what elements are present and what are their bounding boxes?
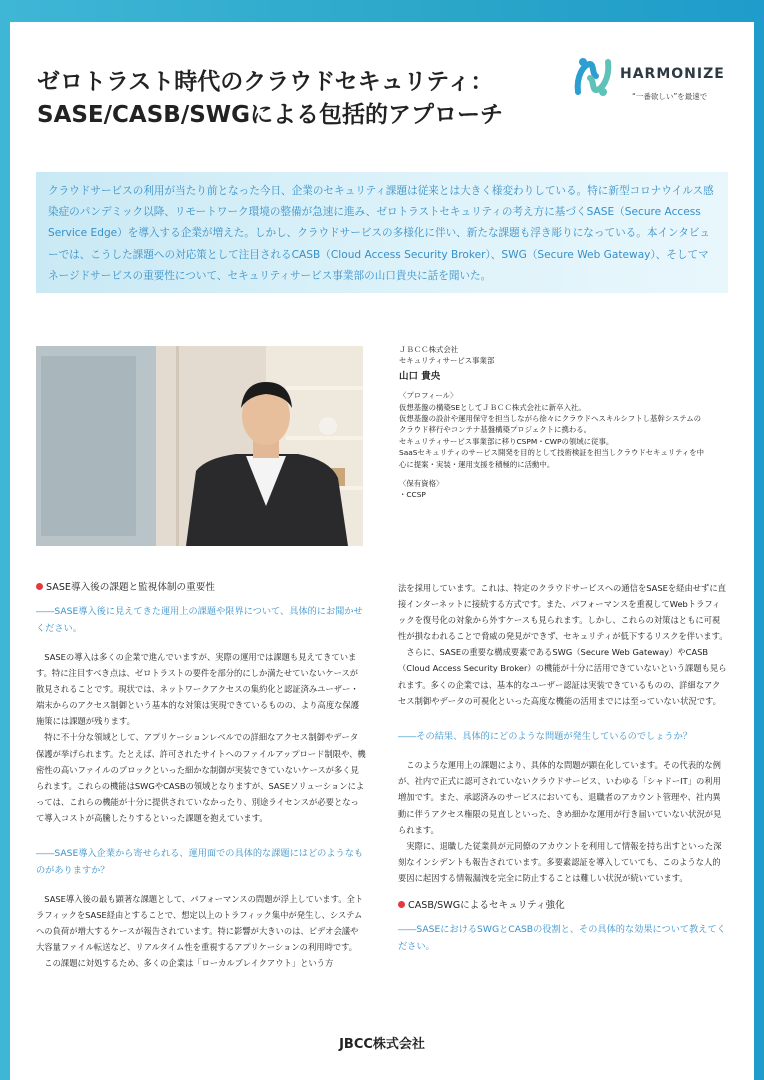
profile-department: セキュリティサービス事業部 (399, 356, 495, 366)
bullet-dot (36, 583, 43, 590)
interview-question: ――SASEにおけるSWGとCASBの役割と、その具体的な効果について教えてください。 (398, 924, 726, 952)
answer-paragraph: 実際に、退職した従業員が元同僚のアカウントを利用して情報を持ち出すといった深刻なインシデントも報告されています。多要素認証を導入していても、このような人的要因に起因する情報漏洩を完全に防止することは難しい状況が続いています。 (398, 840, 722, 883)
lead-paragraph: クラウドサービスの利用が当たり前となった今日、企業のセキュリティ課題は従来とは大きく様変わりしている。特に新型コロナウイルス感染症のパンデミック以降、リモートワーク環境の整備が急速に進み、ゼロトラストセキュリティの考え方に基づくSASE（Secure Access Service Edge）を導入する企業が増えた。しかし、クラウドサービスの多様化に伴い、新たな課題も浮き彫りになっている。本インタビューでは、こうした課題への対応策として注目されるCASB（Cloud Access Security Broker）、SWG（Secure Web Gateway）、そしてマネージドサービスの重要性について、セキュリティサービス事業部の山口貴央に話を聞いた。 (36, 172, 728, 293)
article-left-column (36, 580, 366, 972)
profile-line: クラウド移行やコンテナ基盤構築プロジェクトに携わる。 (399, 425, 592, 435)
footer-company: JBCC株式会社 (339, 1037, 425, 1052)
profile-company: ＪＢＣＣ株式会社 (399, 345, 459, 354)
interview-question: ――その結果、具体的にどのような問題が発生しているのでしょうか？ (398, 730, 692, 742)
answer-paragraph: このような運用上の課題により、具体的な問題が顕在化しています。その代表的な例が、社内で正式に認可されていないクラウドサービス、いわゆる「シャドーIT」の利用増加です。また、承認済みのサービスにおいても、退職者のアカウント管理や、社内異動に伴うアクセス権限の見直しといった、きめ細かな運用が行き届いていない状況が見られます。 (398, 760, 722, 835)
profile-block (399, 344, 734, 501)
cert-heading: 〈保有資格〉 (399, 479, 444, 489)
profile-line: 心に提案・実装・運用支援を積極的に活動中。 (399, 459, 555, 469)
profile-heading: 〈プロフィール〉 (399, 391, 458, 401)
answer-paragraph: 法を採用しています。これは、特定のクラウドサービスへの通信をSASEを経由せずに直接インターネットに接続する方式です。また、パフォーマンスを重視してWebトラフィックを復号化の対象から外すケースも見られます。しかし、これらの対策はともに可視性が損なわれることで脅威の発見ができず、セキュリティが低下するリスクを伴います。 (398, 583, 728, 642)
answer-paragraph: さらに、SASEの重要な構成要素であるSWG（Secure Web Gateway）やCASB（Cloud Access Security Broker）の機能が十分に活用できていないという課題も見られます。多くの企業では、基本的なユーザー認証は実装できているものの、詳細なアクセス制御やデータの可視化といった高度な機能の活用までには至っていない状況です。 (398, 647, 727, 706)
section-heading-text: CASB/SWGによるセキュリティ強化 (408, 900, 565, 911)
bullet-dot (398, 901, 405, 908)
profile-line: 仮想基盤の構築SEとしてＪＢＣＣ株式会社に新卒入社。 (399, 402, 586, 412)
profile-line: SaaSセキュリティのサービス開発を目的として技術検証を担当しクラウドセキュリティを中 (399, 448, 704, 458)
profile-person-name: 山口 貴央 (399, 370, 441, 382)
interview-question: ――SASE導入後に見えてきた運用上の課題や限界について、具体的にお聞かせください。 (36, 606, 363, 634)
section-heading (36, 580, 366, 596)
section-heading (398, 898, 728, 914)
article-right-column (398, 580, 728, 967)
answer-paragraph: この課題に対処するため、多くの企業は「ローカルブレイクアウト」という方 (44, 958, 334, 969)
logo-tagline: “一番欲しい”を最速で (632, 92, 708, 101)
answer-paragraph: 特に不十分な領域として、アプリケーションレベルでの詳細なアクセス制御やデータ保護が挙げられます。たとえば、許可されたサイトへのファイルアップロード制限や、機密性の高いファイルのブロックといった細かな制御が実装できていないケースが多く見られます。これらの機能はSWGやCASBの領域となりますが、SASEソリューションによっては、これらの機能が十分に提供されていなかったり、別途ライセンスが必要となって導入コストが高騰したりするといった課題を抱えています。 (36, 732, 366, 823)
profile-line: セキュリティサービス事業部に移りCSPM・CWPの領域に従事。 (399, 436, 614, 446)
harmonize-logo-icon (570, 54, 616, 100)
photo-illustration (36, 346, 363, 546)
cert-item: ・CCSP (399, 490, 426, 500)
title-line-1: ゼロトラスト時代のクラウドセキュリティ： (37, 69, 494, 95)
interviewee-photo (36, 346, 363, 546)
interview-question: ――SASE導入企業から寄せられる、運用面での具体的な課題にはどのようなものがありますか？ (36, 848, 364, 876)
logo-name: HARMONIZE (620, 66, 725, 82)
answer-paragraph: SASE導入後の最も顕著な課題として、パフォーマンスの問題が浮上しています。全トラフィックをSASE経由とすることで、想定以上のトラフィック集中が発生し、システムへの負荷が増大するケースが報告されています。特に影響が大きいのは、ビデオ会議や大容量ファイル転送など、リアルタイム性を重視するアプリケーションの利用時です。 (36, 894, 364, 953)
page-title (37, 66, 557, 132)
title-line-2: SASE/CASB/SWGによる包括的アプローチ (37, 102, 504, 128)
harmonize-logo (570, 54, 740, 104)
profile-line: 仮想基盤の設計や運用保守を担当しながら徐々にクラウドへスキルシフトし基幹システムの (399, 414, 702, 424)
section-heading-text: SASE導入後の課題と監視体制の重要性 (46, 582, 215, 593)
answer-paragraph: SASEの導入は多くの企業で進んでいますが、実際の運用では課題も見えてきています。特に注目すべき点は、ゼロトラストの要件を部分的にしか満たせていないケースが散見されることです。現状では、ネットワークアクセスの集約化と認証済みユーザー・端末からのアクセス制御という基本的な対策は実現できているものの、より高度な保護施策には課題が残ります。 (36, 652, 360, 727)
